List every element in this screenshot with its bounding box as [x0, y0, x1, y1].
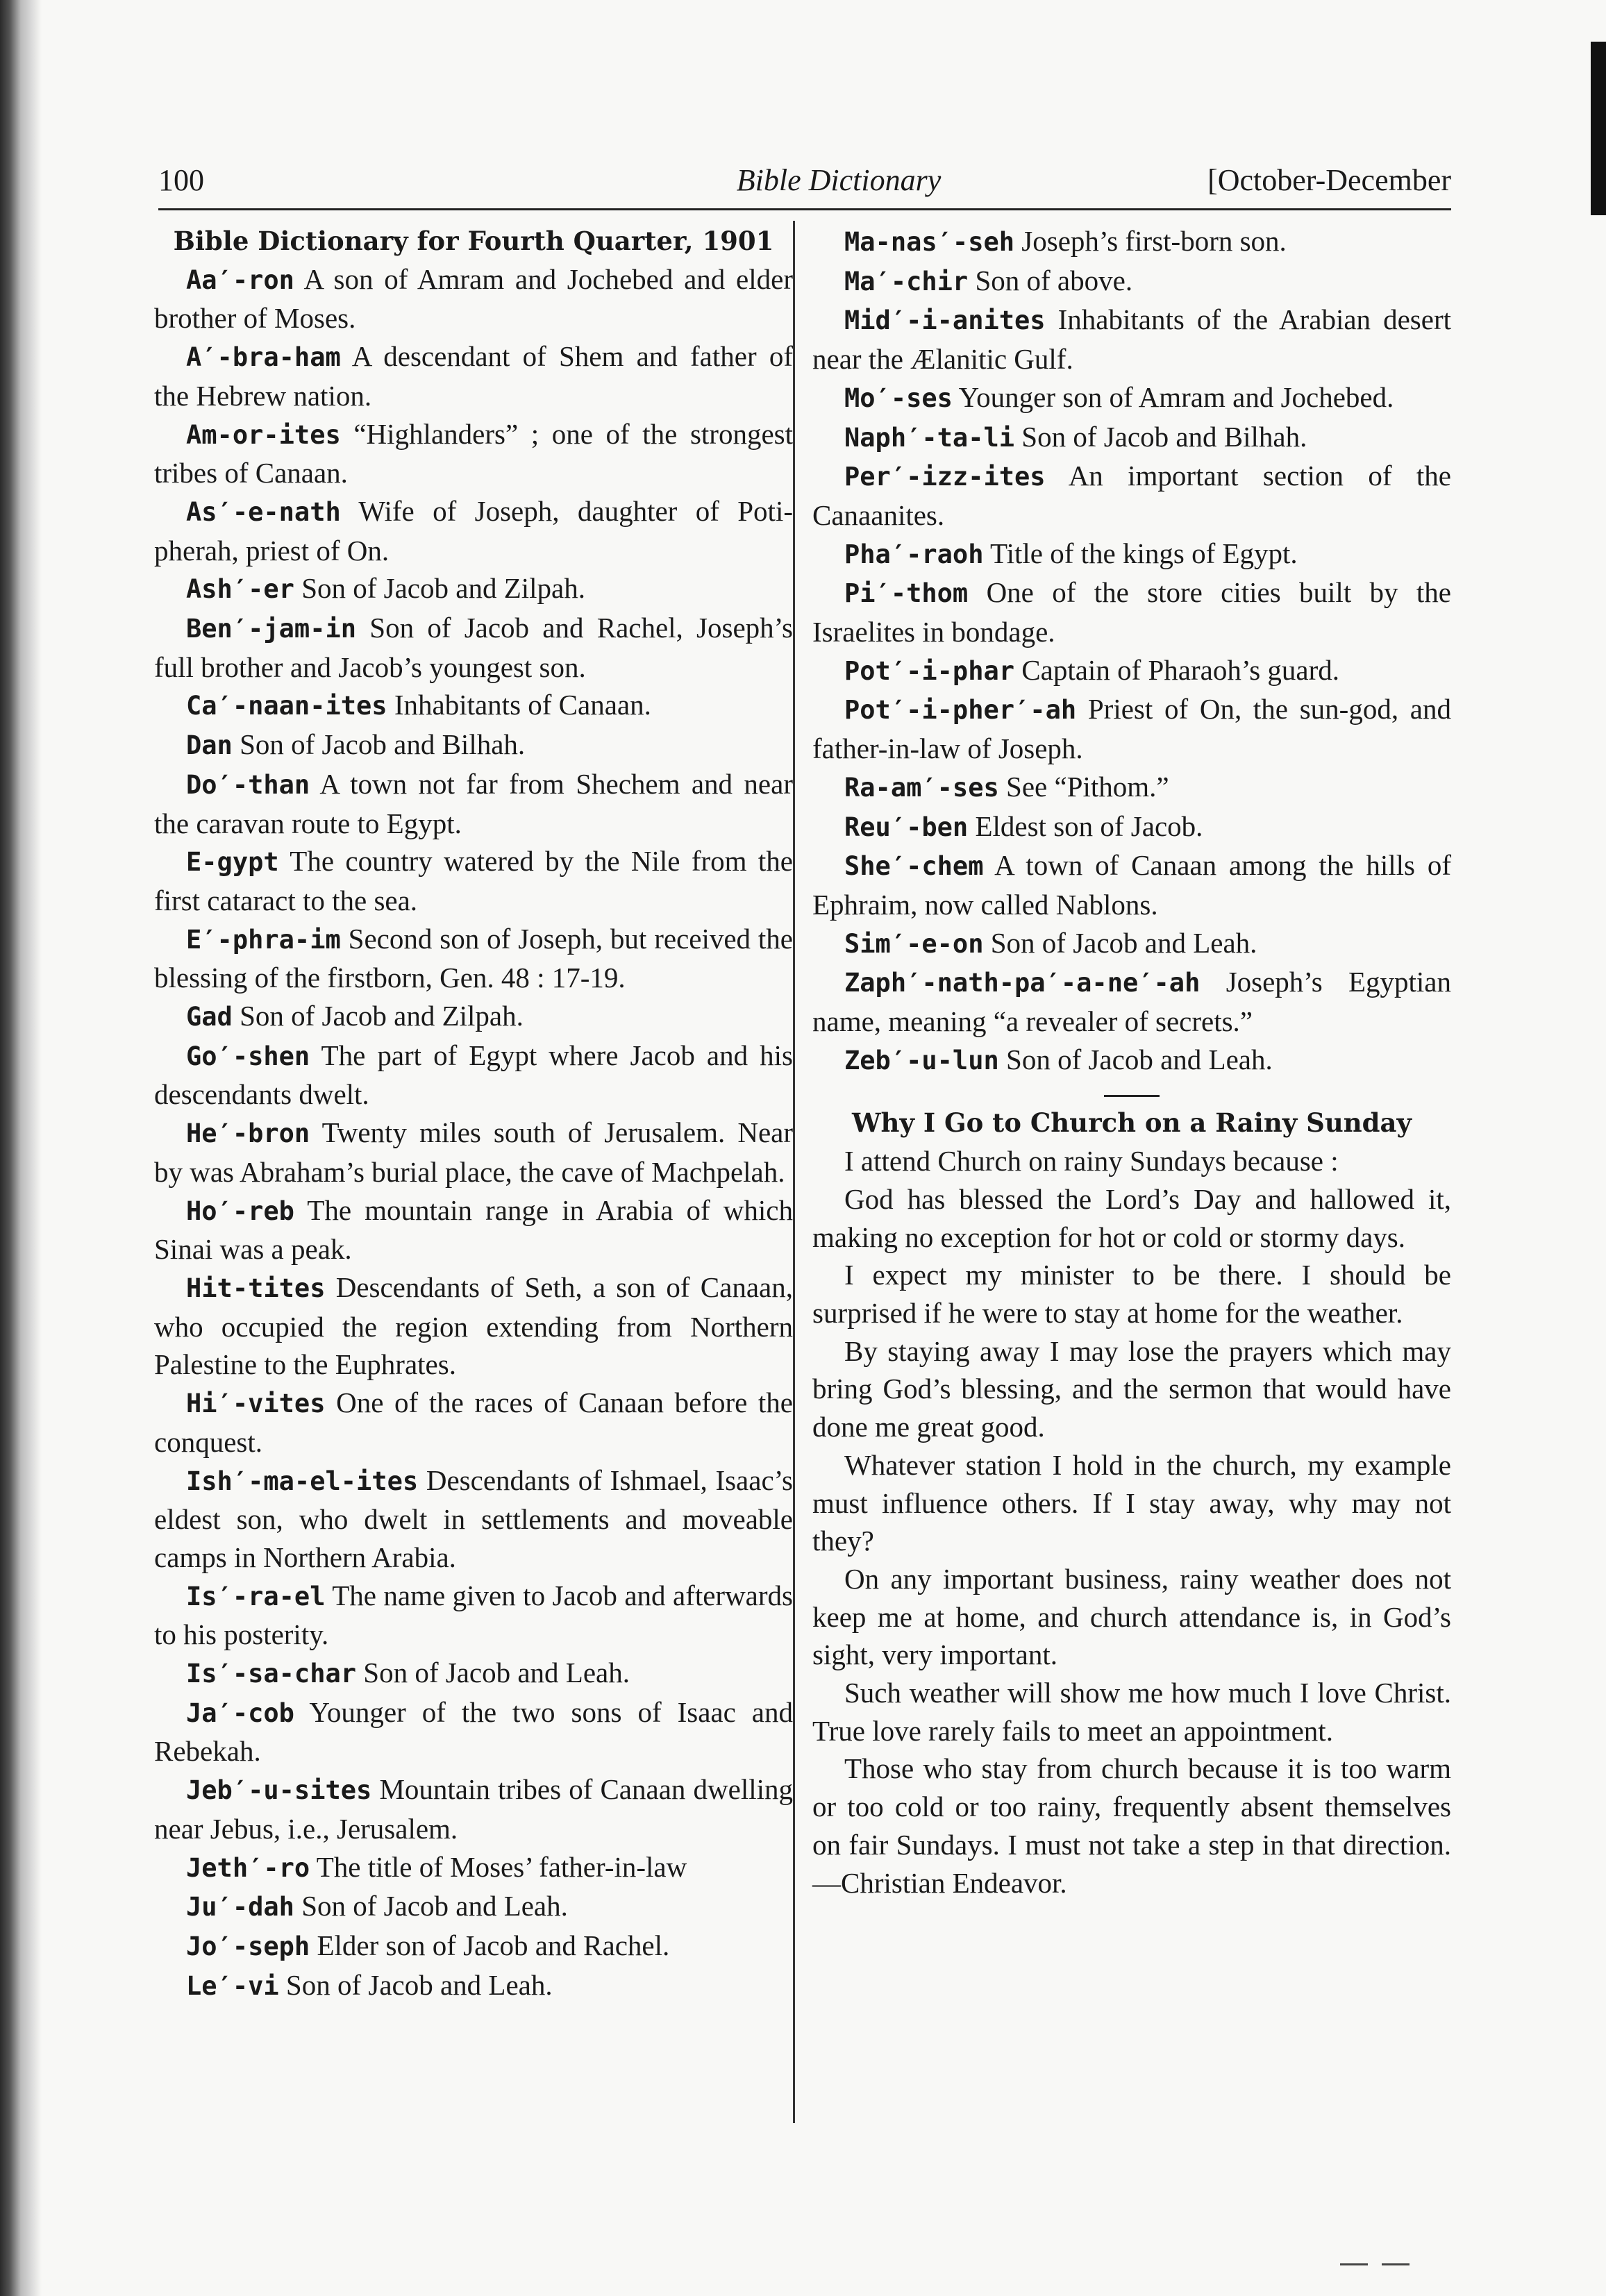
entry-term: Ju′-dah	[186, 1892, 294, 1922]
dictionary-entry	[812, 807, 1451, 847]
entry-definition: Wife of Joseph, daughter of Poti-pherah, priest of On.	[154, 494, 793, 567]
article-paragraph: On any important business, rainy weather does not keep me at home, and church attendance is, in God’s sight, very important.	[812, 1562, 1451, 1671]
dictionary-entry	[154, 609, 793, 686]
entry-term: Ma′-chir	[844, 266, 969, 296]
entry-definition: Second son of Joseph, but received the blessing of the firstborn, Gen. 48 : 17-19.	[154, 922, 794, 994]
entry-term: Dan	[186, 730, 233, 761]
entry-definition: Son of Jacob and Rachel, Joseph’s full brother and Jacob’s youngest son.	[154, 612, 793, 683]
dictionary-entry	[154, 1461, 793, 1577]
entry-definition: The part of Egypt where Jacob and his descendants dwelt.	[154, 1039, 793, 1111]
dictionary-entry	[154, 492, 793, 569]
dictionary-entry	[812, 457, 1451, 534]
entry-definition: Son of Jacob and Leah.	[1006, 1043, 1273, 1075]
entry-term: Gad	[186, 1002, 233, 1032]
right-entry-list	[812, 222, 1451, 1080]
entry-definition: Captain of Pharaoh’s guard.	[1021, 653, 1340, 686]
dictionary-entry	[812, 651, 1451, 691]
section-rule	[1104, 1095, 1160, 1097]
article-body	[812, 1142, 1451, 1902]
dictionary-entry	[154, 1848, 793, 1888]
entry-definition: Son of Jacob and Leah.	[301, 1890, 568, 1922]
entry-definition: “Highlanders” ; one of the strongest tribes of Canaan.	[154, 417, 793, 489]
entry-term: Le′-vi	[186, 1970, 279, 2001]
entry-term: Pot′-i-pher′-ah	[844, 695, 1077, 726]
entry-term: Hi′-vites	[186, 1389, 326, 1419]
dictionary-entry	[154, 1770, 793, 1847]
article-paragraph: Those who stay from church because it is too warm or too cold or too rainy, frequently absent themselves on fair Sundays. I must not take a step in that direction.—Christian Endeavor.	[812, 1752, 1451, 1899]
entry-definition: Son of Jacob and Bilhah.	[240, 728, 526, 761]
entry-term: Ish′-ma-el-ites	[186, 1466, 419, 1496]
entry-definition: Joseph’s Egyptian name, meaning “a revealer of secrets.”	[812, 966, 1451, 1038]
entry-term: Pi′-thom	[844, 578, 969, 609]
dictionary-entry	[812, 222, 1451, 262]
entry-term: Hit-tites	[186, 1273, 326, 1303]
running-header	[158, 153, 1451, 208]
entry-definition: Priest of On, the sun-god, and father-in-law of Joseph.	[812, 693, 1451, 765]
entry-definition: The country watered by the Nile from the first cataract to the sea.	[154, 845, 793, 916]
article-paragraph: Such weather will show me how much I love Christ. True love rarely fails to meet an appointment.	[812, 1677, 1451, 1747]
dictionary-entry	[154, 260, 793, 337]
dictionary-heading: Bible Dictionary for Fourth Quarter, 1901	[173, 226, 774, 256]
entry-term: Pot′-i-phar	[844, 655, 1015, 686]
dictionary-entry	[812, 378, 1451, 418]
dictionary-entry	[812, 846, 1451, 923]
entry-definition: Eldest son of Jacob.	[975, 810, 1203, 842]
entry-term: Sim′-e-on	[844, 928, 984, 959]
entry-definition: The name given to Jacob and afterwards to his posterity.	[154, 1579, 793, 1651]
footer-dash	[1340, 2263, 1368, 2265]
entry-definition: Inhabitants of Canaan.	[394, 689, 651, 721]
dictionary-entry	[154, 920, 793, 997]
entry-definition: Joseph’s first-born son.	[1021, 225, 1287, 257]
entry-term: Reu′-ben	[844, 812, 969, 842]
entry-definition: Younger of the two sons of Isaac and Rebekah.	[154, 1695, 793, 1768]
entry-term: Is′-sa-char	[186, 1659, 357, 1689]
entry-term: He′-bron	[186, 1118, 310, 1149]
dictionary-entry	[154, 1693, 793, 1770]
dictionary-entry	[154, 842, 793, 919]
article-paragraph: I expect my minister to be there. I should be surprised if he were to stay at home for the weather.	[812, 1259, 1451, 1329]
dictionary-entry	[812, 924, 1451, 964]
dictionary-entry	[154, 1577, 793, 1654]
dictionary-entry	[154, 726, 793, 765]
entry-term: Ra-am′-ses	[844, 772, 999, 803]
article-paragraph: Whatever station I hold in the church, my example must influence others. If I stay away, why may not they?	[812, 1448, 1451, 1557]
entry-definition: Son of above.	[975, 264, 1133, 296]
column-divider	[793, 221, 795, 2123]
entry-definition: An important section of the Canaanites.	[812, 460, 1451, 531]
dictionary-entry	[154, 1927, 793, 1966]
dictionary-entry	[154, 997, 793, 1037]
footer-dash	[1382, 2263, 1410, 2265]
dictionary-entry	[812, 690, 1451, 767]
entry-term: Aa′-ron	[186, 265, 294, 295]
dictionary-entry	[812, 1041, 1451, 1080]
entry-term: Ma-nas′-seh	[844, 227, 1015, 257]
entry-definition: The title of Moses’ father-in-law	[316, 1850, 687, 1883]
entry-term: Is′-ra-el	[186, 1581, 326, 1611]
entry-definition: A descendant of Shem and father of the Hebrew nation.	[154, 340, 793, 412]
entry-term: Zaph′-nath-pa′-a-ne′-ah	[844, 968, 1201, 998]
page-number: 100	[158, 163, 204, 197]
entry-term: E′-phra-im	[186, 924, 341, 955]
running-title: Bible Dictionary	[736, 163, 942, 197]
page-binding-edge	[0, 0, 42, 2296]
entry-definition: Title of the kings of Egypt.	[990, 537, 1298, 569]
entry-definition: Son of Jacob and Bilhah.	[1021, 420, 1307, 453]
entry-term: Ca′-naan-ites	[186, 691, 387, 721]
dictionary-entry	[154, 1384, 793, 1461]
dictionary-entry	[154, 1654, 793, 1693]
entry-term: Ho′-reb	[186, 1196, 294, 1226]
dictionary-entry	[154, 1966, 793, 2006]
entry-definition: Twenty miles south of Jerusalem. Near by was Abraham’s burial place, the cave of Machpelah.	[154, 1116, 793, 1188]
right-column	[812, 222, 1451, 1902]
header-rule	[158, 208, 1451, 210]
entry-definition: A town of Canaan among the hills of Ephraim, now called Nablons.	[812, 849, 1451, 921]
page-right-edge-mark	[1591, 42, 1606, 215]
dictionary-entry	[812, 535, 1451, 574]
entry-term: E-gypt	[186, 847, 279, 878]
entry-definition: Son of Jacob and Zilpah.	[240, 1000, 524, 1032]
entry-term: Zeb′-u-lun	[844, 1045, 999, 1075]
entry-definition: A town not far from Shechem and near the caravan route to Egypt.	[154, 767, 793, 839]
entry-term: Am-or-ites	[186, 419, 341, 450]
entry-definition: Descendants of Seth, a son of Canaan, who occupied the region extending from Northern Palestine to the Euphrates.	[154, 1271, 793, 1381]
article-paragraph: I attend Church on rainy Sundays because :	[844, 1145, 1339, 1178]
entry-definition: A son of Amram and Jochebed and elder brother of Moses.	[154, 262, 793, 335]
entry-term: Jo′-seph	[186, 1931, 310, 1961]
dictionary-entry	[154, 1191, 793, 1268]
entry-term: As′-e-nath	[186, 496, 341, 527]
dictionary-entry	[812, 262, 1451, 301]
entry-definition: See “Pithom.”	[1006, 770, 1169, 803]
entry-definition: Elder son of Jacob and Rachel.	[317, 1929, 670, 1961]
entry-term: A′-bra-ham	[186, 342, 341, 373]
dictionary-entry	[812, 573, 1451, 651]
article-paragraph: By staying away I may lose the prayers which may bring God’s blessing, and the sermon that would have done me great good.	[812, 1334, 1451, 1443]
dictionary-entry	[812, 418, 1451, 458]
dictionary-entry	[154, 415, 793, 492]
entry-term: Mo′-ses	[844, 383, 953, 413]
entry-term: Ash′-er	[186, 574, 294, 605]
entry-definition: Descendants of Ishmael, Isaac’s eldest son, who dwelt in settlements and moveable camps in Northern Arabia.	[154, 1464, 793, 1573]
entry-term: Naph′-ta-li	[844, 422, 1015, 453]
article-title: Why I Go to Church on a Rainy Sunday	[852, 1107, 1412, 1139]
entry-definition: Son of Jacob and Zilpah.	[301, 572, 585, 605]
entry-term: Jeb′-u-sites	[186, 1775, 372, 1806]
entry-definition: The mountain range in Arabia of which Sinai was a peak.	[154, 1193, 793, 1266]
entry-term: Ja′-cob	[186, 1698, 294, 1728]
dictionary-entry	[154, 1037, 793, 1114]
dictionary-entry	[812, 963, 1451, 1040]
entry-definition: Son of Jacob and Leah.	[285, 1968, 553, 2001]
left-column	[154, 222, 793, 2005]
entry-term: Do′-than	[186, 769, 310, 800]
dictionary-entry	[154, 765, 793, 842]
entry-term: Jeth′-ro	[186, 1852, 310, 1883]
dictionary-entry	[154, 1268, 793, 1384]
dictionary-entry	[154, 337, 793, 414]
dictionary-entry	[154, 1887, 793, 1927]
dictionary-entry	[154, 1114, 793, 1191]
entry-definition: Son of Jacob and Leah.	[990, 926, 1257, 959]
article-paragraph: God has blessed the Lord’s Day and hallowed it, making no exception for hot or cold or stormy days.	[812, 1182, 1451, 1253]
dictionary-entry	[812, 768, 1451, 807]
left-entry-list	[154, 260, 793, 2006]
entry-term: Go′-shen	[186, 1041, 310, 1071]
entry-definition: Younger son of Amram and Jochebed.	[958, 380, 1394, 413]
entry-term: Mid′-i-anites	[844, 305, 1046, 336]
dictionary-entry	[812, 301, 1451, 378]
entry-definition: One of the races of Canaan before the conquest.	[154, 1386, 793, 1458]
running-quarter: [October-December	[1207, 163, 1451, 197]
entry-term: Ben′-jam-in	[186, 614, 357, 644]
entry-term: She′-chem	[844, 851, 984, 882]
entry-term: Per′-izz-ites	[844, 462, 1046, 492]
entry-definition: Son of Jacob and Leah.	[363, 1657, 630, 1689]
entry-definition: One of the store cities built by the Israelites in bondage.	[812, 576, 1451, 648]
dictionary-entry	[154, 569, 793, 609]
entry-definition: Mountain tribes of Canaan dwelling near Jebus, i.e., Jerusalem.	[154, 1773, 793, 1845]
dictionary-entry	[154, 686, 793, 726]
entry-term: Pha′-raoh	[844, 539, 984, 569]
entry-definition: Inhabitants of the Arabian desert near the Ælanitic Gulf.	[812, 303, 1451, 376]
